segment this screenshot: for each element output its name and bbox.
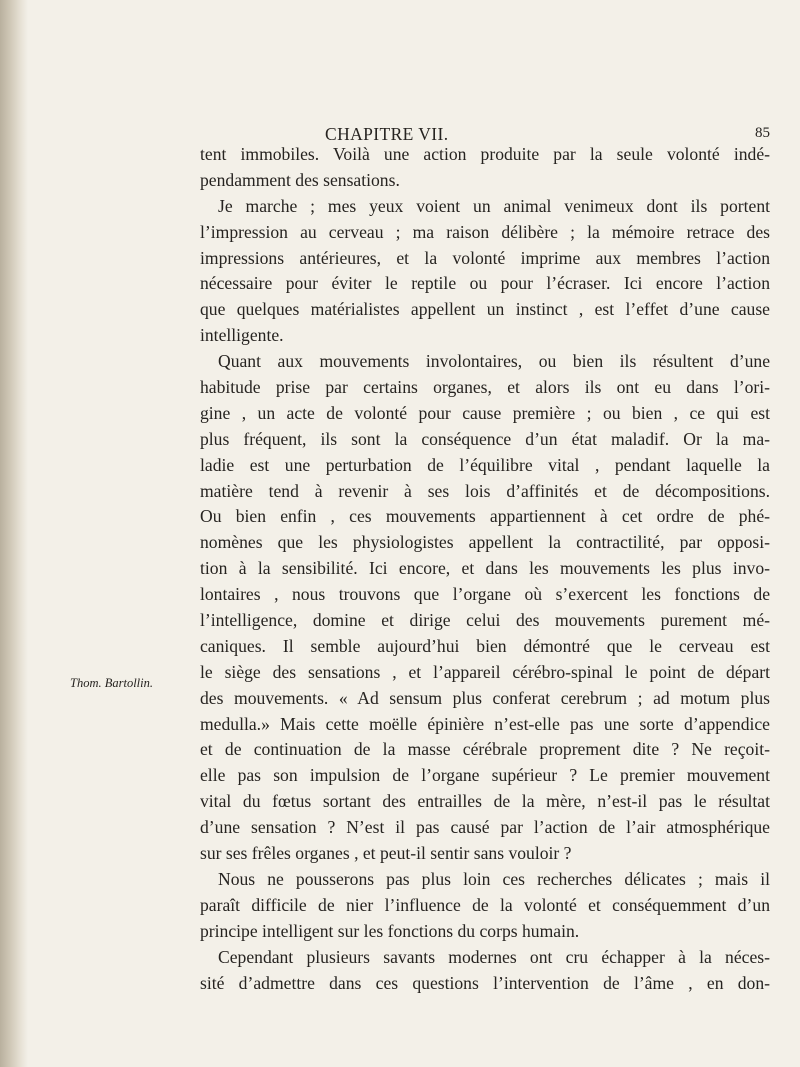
text-line: plus fréquent, ils sont la conséquence d’un état maladif. Or la ma- — [200, 428, 770, 449]
text-line: sur ses frêles organes , et peut-il sentir sans vouloir ? — [200, 843, 572, 864]
text-line: medulla.» Mais cette moëlle épinière n’est-elle pas une sorte d’appendice — [200, 713, 770, 734]
text-line: paraît difficile de nier l’influence de la volonté et conséquemment d’un — [200, 894, 770, 915]
text-line: pendamment des sensations. — [200, 169, 400, 190]
text-line: que quelques matérialistes appellent un instinct , est l’effet d’une cause — [200, 299, 770, 320]
text-line: et de continuation de la masse cérébrale proprement dite ? Ne reçoit- — [200, 739, 770, 760]
text-line: lontaires , nous trouvons que l’organe où s’exercent les fonctions de — [200, 584, 770, 605]
text-line: sité d’admettre dans ces questions l’intervention de l’âme , en don- — [200, 972, 770, 993]
page-number: 85 — [755, 125, 770, 141]
page-binding-edge — [0, 0, 28, 1067]
text-line: matière tend à revenir à ses lois d’affinités et de décompositions. — [200, 480, 770, 501]
text-line: ladie est une perturbation de l’équilibre vital , pendant laquelle la — [200, 454, 770, 475]
text-line: d’une sensation ? N’est il pas causé par l’action de l’air atmosphérique — [200, 817, 770, 838]
text-line: principe intelligent sur les fonctions du corps humain. — [200, 920, 580, 941]
text-line: Ou bien enfin , ces mouvements appartiennent à cet ordre de phé- — [200, 506, 770, 527]
text-line: Quant aux mouvements involontaires, ou bien ils résultent d’une — [218, 351, 770, 372]
text-line: l’impression au cerveau ; ma raison délibère ; la mémoire retrace des — [200, 221, 770, 242]
text-line: Nous ne pousserons pas plus loin ces recherches délicates ; mais il — [218, 868, 770, 889]
text-line: tent immobiles. Voilà une action produite par la seule volonté indé- — [200, 144, 770, 164]
text-line: gine , un acte de volonté pour cause première ; ou bien , ce qui est — [200, 402, 770, 423]
text-line: nomènes que les physiologistes appellent la contractilité, par opposi- — [200, 532, 770, 553]
running-head: CHAPITRE VII. — [325, 124, 449, 144]
text-line: l’intelligence, domine et dirige celui des mouvements purement mé- — [200, 610, 770, 631]
margin-note: Thom. Bartollin. — [70, 676, 153, 690]
text-line: le siège des sensations , et l’appareil cérébro-spinal le point de départ — [200, 661, 770, 682]
text-line: impressions antérieures, et la volonté imprime aux membres l’action — [200, 247, 770, 268]
text-line: Je marche ; mes yeux voient un animal venimeux dont ils portent — [218, 195, 770, 216]
text-line: vital du fœtus sortant des entrailles de la mère, n’est-il pas le résultat — [200, 791, 770, 812]
text-line: caniques. Il semble aujourd’hui bien démontré que le cerveau est — [200, 635, 770, 656]
text-line: elle pas son impulsion de l’organe supérieur ? Le premier mouvement — [200, 765, 770, 786]
text-line: Cependant plusieurs savants modernes ont cru échapper à la néces- — [218, 946, 770, 967]
text-line: nécessaire pour éviter le reptile ou pour l’écraser. Ici encore l’action — [200, 273, 770, 294]
text-line: des mouvements. « Ad sensum plus conferat cerebrum ; ad motum plus — [200, 687, 770, 708]
text-line: habitude prise par certains organes, et alors ils ont eu dans l’ori- — [200, 377, 770, 398]
text-line: intelligente. — [200, 325, 284, 346]
body-text — [200, 142, 770, 996]
text-line: tion à la sensibilité. Ici encore, et dans les mouvements les plus invo- — [200, 558, 770, 579]
